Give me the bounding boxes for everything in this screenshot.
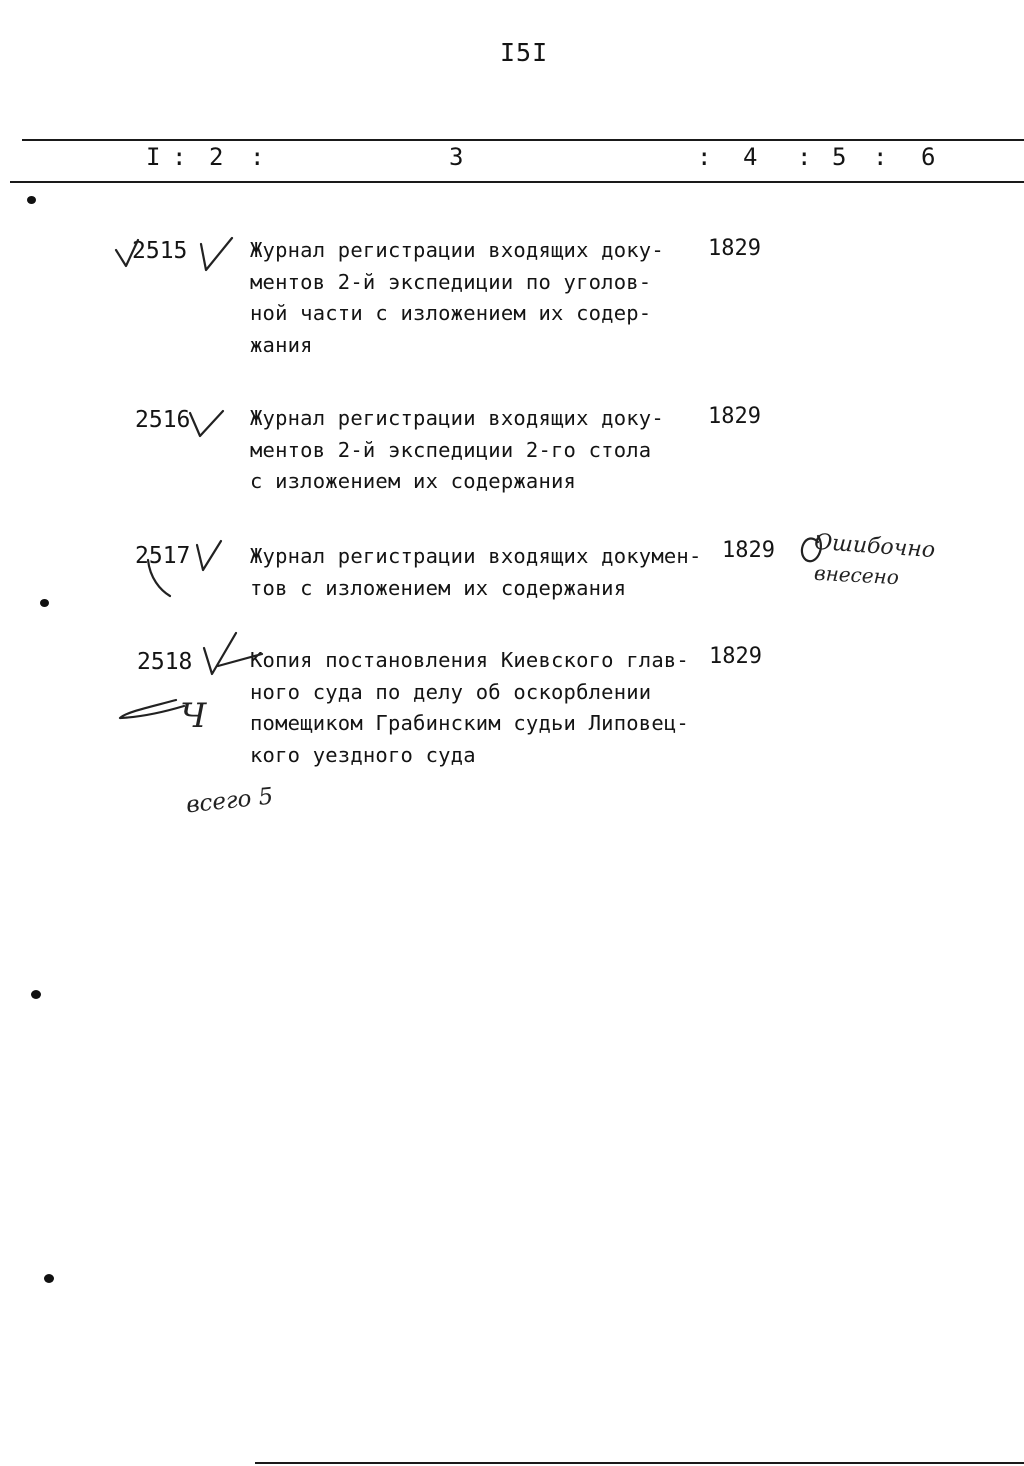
row-number: 2517 — [135, 543, 191, 569]
column-separator: : — [797, 143, 812, 171]
row-number: 2518 — [137, 649, 193, 675]
check-mark-icon — [116, 240, 138, 266]
column-header-2: 2 — [209, 143, 224, 171]
handwritten-total: всего 5 — [184, 783, 275, 819]
pen-stroke — [148, 560, 170, 596]
binder-hole-mark — [44, 1274, 54, 1283]
row-year: 1829 — [708, 404, 761, 429]
handwritten-note-line2: внесено — [813, 560, 900, 590]
binder-hole-mark — [27, 196, 36, 204]
pen-stroke — [218, 654, 262, 666]
column-header-4: 4 — [743, 143, 758, 171]
pen-stroke — [120, 700, 184, 718]
column-separator: : — [697, 143, 712, 171]
page-number: I5I — [500, 38, 549, 67]
column-header-1: I — [146, 143, 161, 171]
row-year: 1829 — [709, 644, 762, 669]
check-mark-icon — [190, 411, 223, 436]
check-mark-icon — [204, 633, 236, 674]
row-year: 1829 — [722, 538, 775, 563]
column-header-3: 3 — [449, 143, 464, 171]
column-separator: : — [873, 143, 888, 171]
binder-hole-mark — [40, 599, 49, 607]
row-description: Журнал регистрации входящих докумен- тов с изложением их содержания — [250, 544, 702, 600]
column-header-6: 6 — [921, 143, 936, 171]
row-number: 2515 — [132, 238, 188, 264]
row-description: Журнал регистрации входящих доку- ментов 2-й экспедиции по уголов- ной части с изложением их содер- жания — [250, 238, 664, 357]
bottom-scan-edge — [255, 1462, 1024, 1464]
handwritten-mark: Ч — [180, 696, 207, 736]
row-number: 2516 — [135, 407, 191, 433]
binder-hole-mark — [31, 990, 41, 999]
check-mark-icon — [201, 238, 232, 270]
oval-stroke — [802, 536, 821, 561]
row-description: Журнал регистрации входящих доку- ментов 2-й экспедиции 2-го стола с изложением их содержания — [250, 406, 664, 493]
row-description: Копия постановления Киевского глав- ного суда по делу об оскорблении помещиком Грабинским судьи Липовец- кого уездного суда — [250, 648, 689, 767]
check-mark-icon — [197, 541, 221, 570]
row-year: 1829 — [708, 236, 761, 261]
column-header-5: 5 — [832, 143, 847, 171]
handwritten-note-line1: Ошибочно — [813, 529, 936, 564]
column-separator: : — [172, 143, 187, 171]
column-separator: : — [250, 143, 265, 171]
